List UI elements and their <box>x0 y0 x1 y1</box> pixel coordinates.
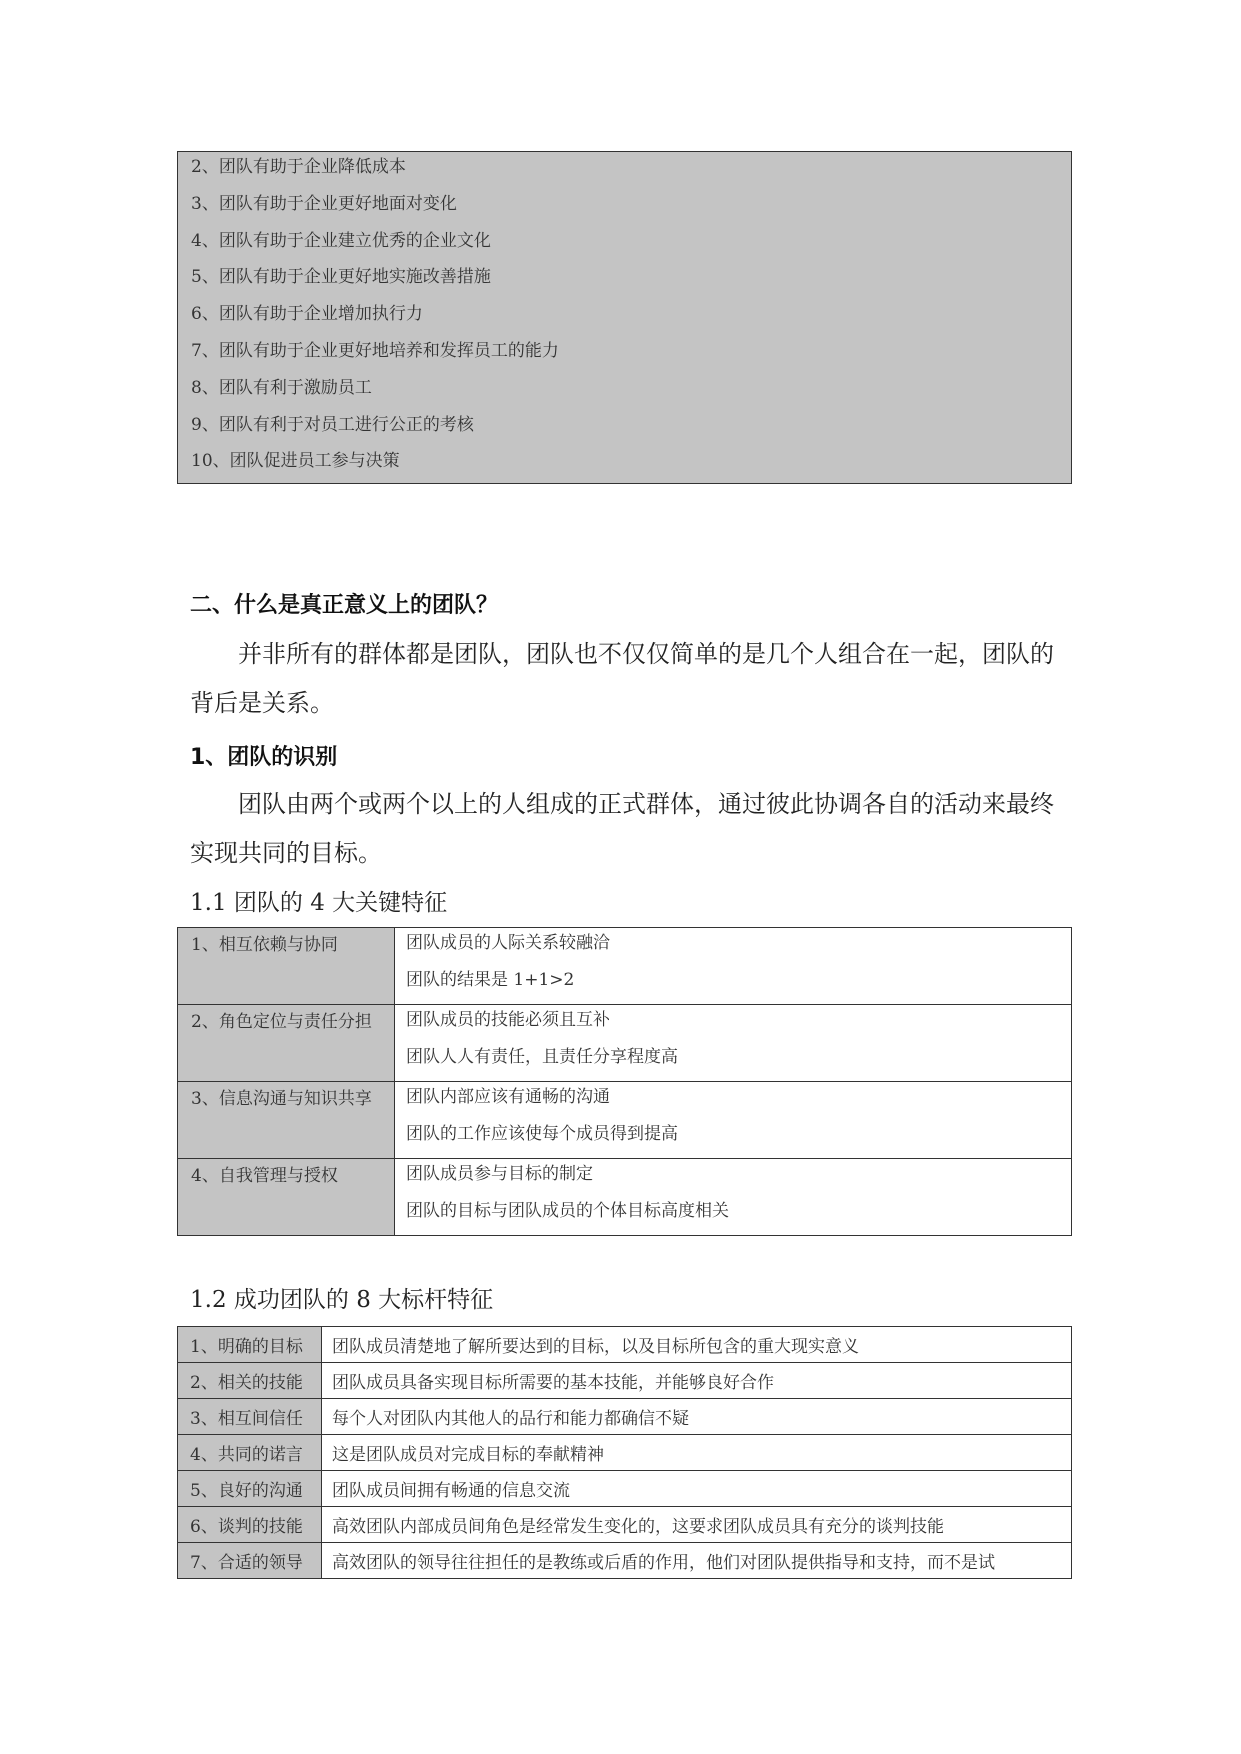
benchmark-name: 7、合适的领导 <box>178 1543 322 1579</box>
benefit-item: 10、团队促进员工参与决策 <box>191 451 400 472</box>
benchmark-name: 6、谈判的技能 <box>178 1507 322 1543</box>
table-row <box>178 1363 1072 1399</box>
feature-description-line: 团队成员的人际关系较融洽 <box>406 933 610 953</box>
benchmark-description: 每个人对团队内其他人的品行和能力都确信不疑 <box>322 1399 1072 1435</box>
team-benefits-box <box>177 151 1072 484</box>
benchmark-description: 这是团队成员对完成目标的奉献精神 <box>322 1435 1072 1471</box>
section-heading: 二、什么是真正意义上的团队？ <box>190 593 499 618</box>
feature-name: 3、信息沟通与知识共享 <box>178 1082 395 1159</box>
feature-description-line: 团队人人有责任，且责任分享程度高 <box>406 1047 678 1067</box>
benefit-item: 7、团队有助于企业更好地培养和发挥员工的能力 <box>191 340 559 361</box>
benchmark-description: 团队成员清楚地了解所要达到的目标，以及目标所包含的重大现实意义 <box>322 1327 1072 1363</box>
feature-description-line: 团队的目标与团队成员的个体目标高度相关 <box>406 1201 729 1221</box>
feature-description <box>395 928 1072 1005</box>
benefit-item: 6、团队有助于企业增加执行力 <box>191 304 423 325</box>
feature-description <box>395 1159 1072 1236</box>
benefit-item: 2、团队有助于企业降低成本 <box>191 157 406 177</box>
benchmark-name: 1、明确的目标 <box>178 1327 322 1363</box>
benefit-item: 4、团队有助于企业建立优秀的企业文化 <box>191 230 491 251</box>
benchmark-description: 团队成员具备实现目标所需要的基本技能，并能够良好合作 <box>322 1363 1072 1399</box>
sub-heading: 1、团队的识别 <box>190 745 338 770</box>
feature-description-line: 团队的结果是 1+1>2 <box>406 970 575 990</box>
feature-description-line: 团队内部应该有通畅的沟通 <box>406 1087 610 1107</box>
feature-description-line: 团队的工作应该使每个成员得到提高 <box>406 1124 678 1144</box>
benchmark-description: 高效团队内部成员间角色是经常发生变化的，这要求团队成员具有充分的谈判技能 <box>322 1507 1072 1543</box>
benchmark-description: 团队成员间拥有畅通的信息交流 <box>322 1471 1072 1507</box>
feature-description <box>395 1005 1072 1082</box>
key-features-table <box>177 927 1072 1236</box>
feature-description-line: 团队成员参与目标的制定 <box>406 1164 593 1184</box>
table-row <box>178 1327 1072 1363</box>
table-row <box>178 1435 1072 1471</box>
feature-name: 1、相互依赖与协同 <box>178 928 395 1005</box>
table-row <box>178 1471 1072 1507</box>
benefit-item: 5、团队有助于企业更好地实施改善措施 <box>191 267 491 288</box>
feature-name: 2、角色定位与责任分担 <box>178 1005 395 1082</box>
benchmark-description: 高效团队的领导往往担任的是教练或后盾的作用，他们对团队提供指导和支持，而不是试 <box>322 1543 1072 1579</box>
table-row <box>178 1159 1072 1236</box>
feature-description-line: 团队成员的技能必须且互补 <box>406 1010 610 1030</box>
definition-paragraph: 团队由两个或两个以上的人组成的正式群体，通过彼此协调各自的活动来最终实现共同的目标。 <box>190 790 1054 867</box>
table-row <box>178 1082 1072 1159</box>
benchmark-features-table <box>177 1326 1072 1579</box>
benchmark-name: 3、相互间信任 <box>178 1399 322 1435</box>
intro-paragraph: 并非所有的群体都是团队，团队也不仅仅简单的是几个人组合在一起，团队的背后是关系。 <box>190 640 1054 717</box>
benchmark-name: 5、良好的沟通 <box>178 1471 322 1507</box>
benefit-item: 3、团队有助于企业更好地面对变化 <box>191 193 457 214</box>
table-row <box>178 1543 1072 1579</box>
table-row <box>178 1399 1072 1435</box>
table1-caption: 1.1 团队的 4 大关键特征 <box>190 890 448 916</box>
table-row <box>178 928 1072 1005</box>
benefit-item: 9、团队有利于对员工进行公正的考核 <box>191 414 474 435</box>
table-row <box>178 1507 1072 1543</box>
benchmark-name: 4、共同的诺言 <box>178 1435 322 1471</box>
benefit-item: 8、团队有利于激励员工 <box>191 377 372 398</box>
table2-caption: 1.2 成功团队的 8 大标杆特征 <box>190 1287 494 1313</box>
feature-description <box>395 1082 1072 1159</box>
table-row <box>178 1005 1072 1082</box>
benchmark-name: 2、相关的技能 <box>178 1363 322 1399</box>
feature-name: 4、自我管理与授权 <box>178 1159 395 1236</box>
